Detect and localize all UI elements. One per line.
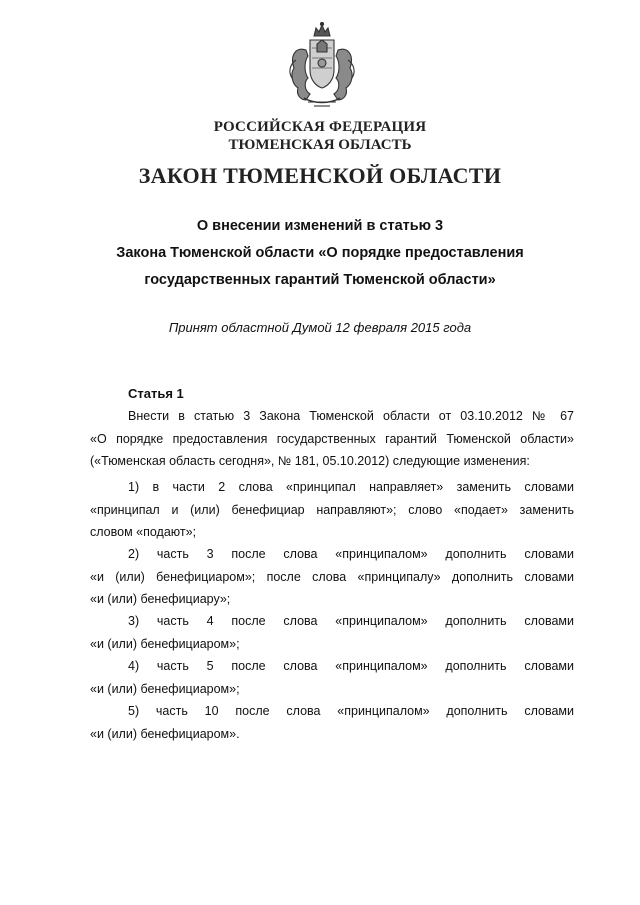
amendment-item-5 — [90, 700, 574, 745]
amendment-item-3 — [90, 610, 574, 655]
text-line: «принципал и (или) бенефициар направляют»; слово «подает» заменить — [90, 502, 574, 517]
text-line: 3) часть 4 после слова «принципалом» дополнить словами — [128, 614, 574, 628]
text-line: «и (или) бенефициару»; — [90, 592, 231, 606]
text-line: «и (или) бенефициаром»; — [90, 636, 240, 651]
article-heading: Статья 1 — [128, 386, 184, 401]
law-title: ЗАКОН ТЮМЕНСКОЙ ОБЛАСТИ — [138, 163, 502, 188]
text-line: «О порядке предоставления государственных гарантий Тюменской области» — [90, 431, 574, 446]
law-subject — [0, 213, 640, 294]
text-line: 1) в части 2 слова «принципал направляет» заменить словами — [128, 480, 574, 494]
text-line: 4) часть 5 после слова «принципалом» дополнить словами — [128, 659, 574, 673]
amendment-item-1 — [90, 476, 574, 544]
region-name: ТЮМЕНСКАЯ ОБЛАСТЬ — [228, 137, 412, 153]
text-line: 2) часть 3 после слова «принципалом» дополнить словами — [128, 547, 574, 561]
adoption-note: Принят областной Думой 12 февраля 2015 года — [168, 320, 472, 335]
text-line: 5) часть 10 после слова «принципалом» дополнить словами — [128, 704, 574, 718]
text-line: «и (или) бенефициаром»; после слова «принципалу» дополнить словами — [90, 569, 574, 584]
subject-line: О внесении изменений в статью 3 — [196, 218, 444, 234]
country-name: РОССИЙСКАЯ ФЕДЕРАЦИЯ — [213, 119, 427, 135]
amendment-item-2 — [90, 543, 574, 611]
subject-line: Закона Тюменской области «О порядке предоставления — [116, 245, 524, 261]
text-line: Внести в статью 3 Закона Тюменской области от 03.10.2012 № 67 — [128, 409, 574, 423]
text-line: «и (или) бенефициаром»; — [90, 681, 240, 696]
coat-of-arms-emblem — [284, 20, 360, 108]
subject-line: государственных гарантий Тюменской области» — [144, 272, 496, 288]
text-line: словом «подают»; — [90, 525, 197, 539]
text-line: («Тюменская область сегодня», № 181, 05.10.2012) следующие изменения: — [90, 454, 530, 468]
text-line: «и (или) бенефициаром». — [90, 726, 240, 741]
article-intro — [90, 405, 574, 473]
amendment-item-4 — [90, 655, 574, 700]
